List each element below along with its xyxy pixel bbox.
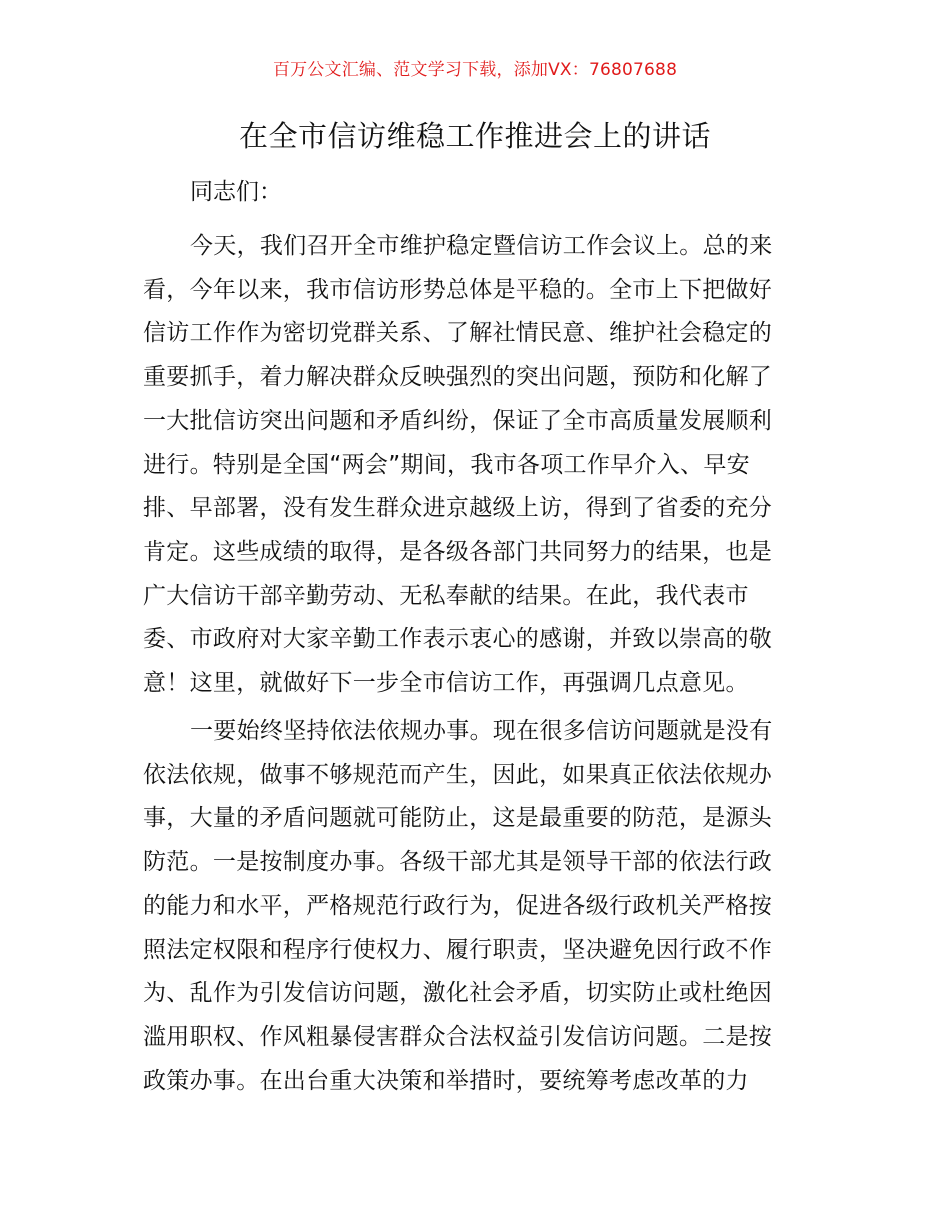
paragraph-line: 重要抓手，着力解决群众反映强烈的突出问题，预防和化解了 [143,364,773,391]
paragraph-line: 的能力和水平，严格规范行政行为，促进各级行政机关严格按 [143,892,773,919]
paragraph-line: 进行。特别是全国“两会”期间，我市各项工作早介入、早安 [143,451,750,478]
paragraph-line: 一大批信访突出问题和矛盾纠纷，保证了全市高质量发展顺利 [143,407,773,434]
paragraph-line: 肯定。这些成绩的取得，是各级各部门共同努力的结果，也是 [143,538,773,565]
paragraph-2 [143,710,813,1103]
header-promo-note: 百万公文汇编、范文学习下载，添加VX：76807688 [272,60,678,80]
paragraph-line: 照法定权限和程序行使权力、履行职责，坚决避免因行政不作 [143,936,773,963]
paragraph-line: 滥用职权、作风粗暴侵害群众合法权益引发信访问题。二是按 [143,1023,773,1050]
paragraph-line: 委、市政府对大家辛勤工作表示衷心的感谢，并致以崇高的敬 [143,626,773,653]
paragraph-line: 排、早部署，没有发生群众进京越级上访，得到了省委的充分 [143,495,773,522]
paragraph-line: 信访工作作为密切党群关系、了解社情民意、维护社会稳定的 [143,320,773,347]
paragraph-line: 防范。一是按制度办事。各级干部尤其是领导干部的依法行政 [143,849,773,876]
paragraph-line: 今天，我们召开全市维护稳定暨信访工作会议上。总的来 [190,233,773,259]
paragraph-line: 广大信访干部辛勤劳动、无私奉献的结果。在此，我代表市 [143,582,749,609]
paragraph-line: 依法依规，做事不够规范而产生，因此，如果真正依法依规办 [143,761,773,788]
salutation: 同志们： [190,179,282,205]
paragraph-1 [143,225,813,706]
paragraph-line: 政策办事。在出台重大决策和举措时，要统筹考虑改革的力 [143,1067,749,1094]
paragraph-line: 为、乱作为引发信访问题，激化社会矛盾，切实防止或杜绝因 [143,980,773,1007]
paragraph-line: 看，今年以来，我市信访形势总体是平稳的。全市上下把做好 [143,276,773,303]
paragraph-line: 事，大量的矛盾问题就可能防止，这是最重要的防范，是源头 [143,805,773,832]
document-title: 在全市信访维稳工作推进会上的讲话 [238,119,711,153]
paragraph-line: 意！这里，就做好下一步全市信访工作，再强调几点意见。 [143,670,749,697]
paragraph-line: 一要始终坚持依法依规办事。现在很多信访问题就是没有 [190,718,773,744]
